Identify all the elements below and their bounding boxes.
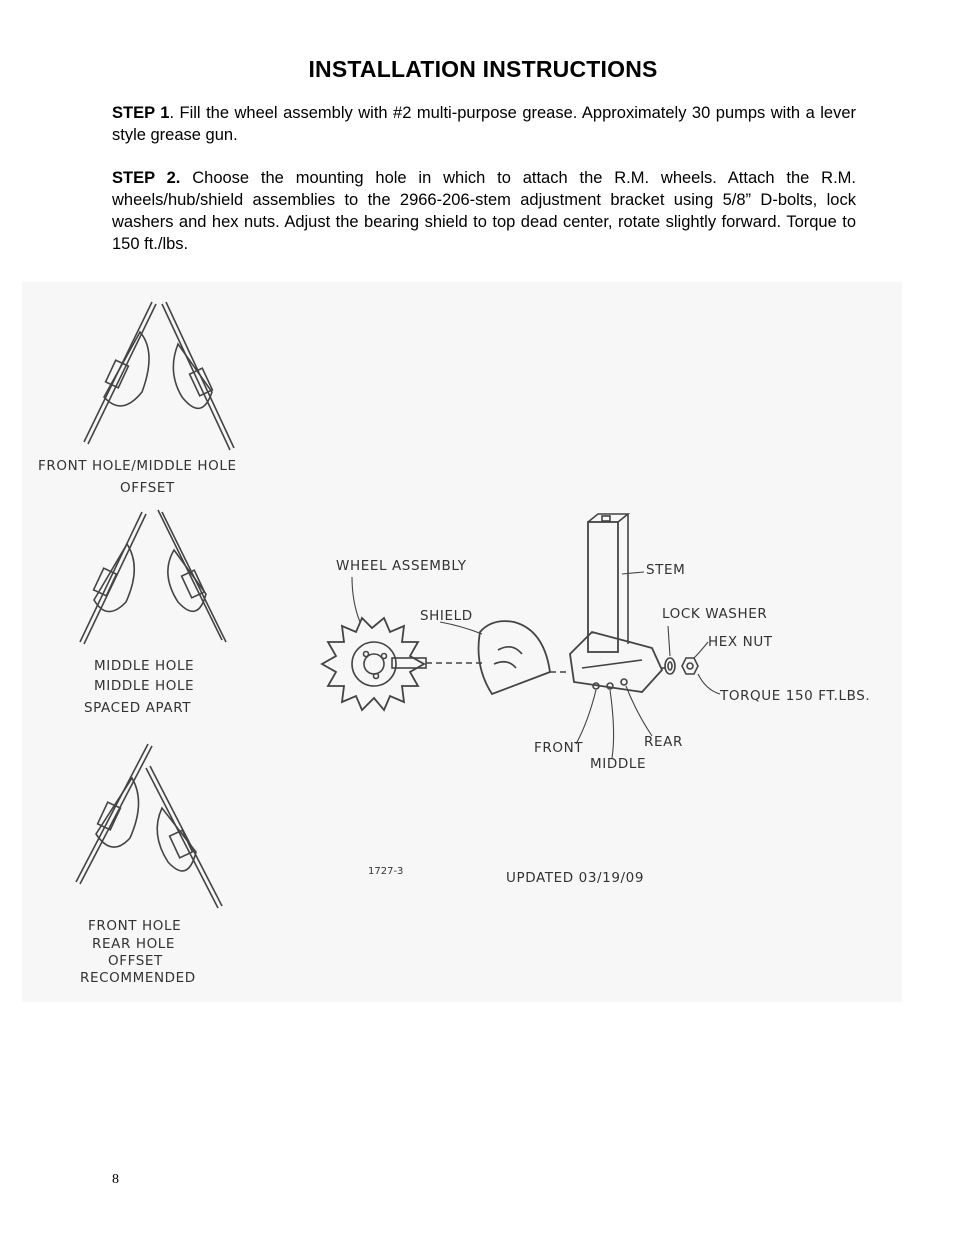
hex-nut-drawing <box>682 658 698 674</box>
page-title: INSTALLATION INSTRUCTIONS <box>308 56 658 82</box>
config-2-label-line-2: MIDDLE HOLE <box>94 678 195 694</box>
label-shield: SHIELD <box>420 608 473 624</box>
wheel-config-front-rear <box>76 744 222 908</box>
shield-drawing <box>479 621 571 694</box>
updated-date: UPDATED 03/19/09 <box>506 870 645 886</box>
step-2-label: STEP 2. <box>112 169 181 187</box>
step-1-text: . Fill the wheel assembly with #2 multi-purpose grease. Approximately 30 pumps with a lever style grease gun. <box>112 104 856 144</box>
config-3-label-line-1: FRONT HOLE <box>88 918 182 934</box>
label-lock-washer: LOCK WASHER <box>662 606 768 622</box>
label-torque: TORQUE 150 FT.LBS. <box>720 688 871 704</box>
label-rear-hole: REAR <box>644 734 683 750</box>
wheel-config-middle-middle <box>80 510 226 644</box>
step-1-paragraph <box>112 102 856 146</box>
page-number: 8 <box>112 1172 119 1187</box>
config-1-label-line-2: OFFSET <box>120 480 175 496</box>
step-2-text: Choose the mounting hole in which to attach the R.M. wheels. Attach the R.M. wheels/hub/shield assemblies to the 2966-206-stem adjustment bracket using 5/8” D-bolts, lock washers and hex nuts. Adjust the bearing shield to top dead center, rotate slightly forward. Torque to 150 ft./lbs. <box>112 169 856 253</box>
wheel-assembly-drawing <box>322 618 482 710</box>
step-2-paragraph <box>112 167 856 255</box>
installation-diagram <box>22 282 902 1002</box>
label-front-hole: FRONT <box>534 740 584 756</box>
config-3-label-line-2: REAR HOLE <box>92 936 176 952</box>
installation-figure <box>22 282 902 1002</box>
step-1-label: STEP 1 <box>112 104 170 122</box>
lock-washer-drawing <box>665 658 675 674</box>
drawing-number: 1727-3 <box>368 866 404 877</box>
stem-bracket-drawing <box>570 514 668 692</box>
config-3-label-line-3: OFFSET <box>108 953 163 969</box>
label-middle-hole: MIDDLE <box>590 756 647 772</box>
config-1-label-line-1: FRONT HOLE/MIDDLE HOLE <box>38 458 237 474</box>
config-3-label-line-4: RECOMMENDED <box>80 970 196 986</box>
label-wheel-assembly: WHEEL ASSEMBLY <box>336 558 467 574</box>
wheel-config-front-middle <box>84 302 234 450</box>
config-2-label-line-3: SPACED APART <box>84 700 192 716</box>
config-2-label-line-1: MIDDLE HOLE <box>94 658 195 674</box>
label-stem: STEM <box>646 562 686 578</box>
label-hex-nut: HEX NUT <box>708 634 773 650</box>
